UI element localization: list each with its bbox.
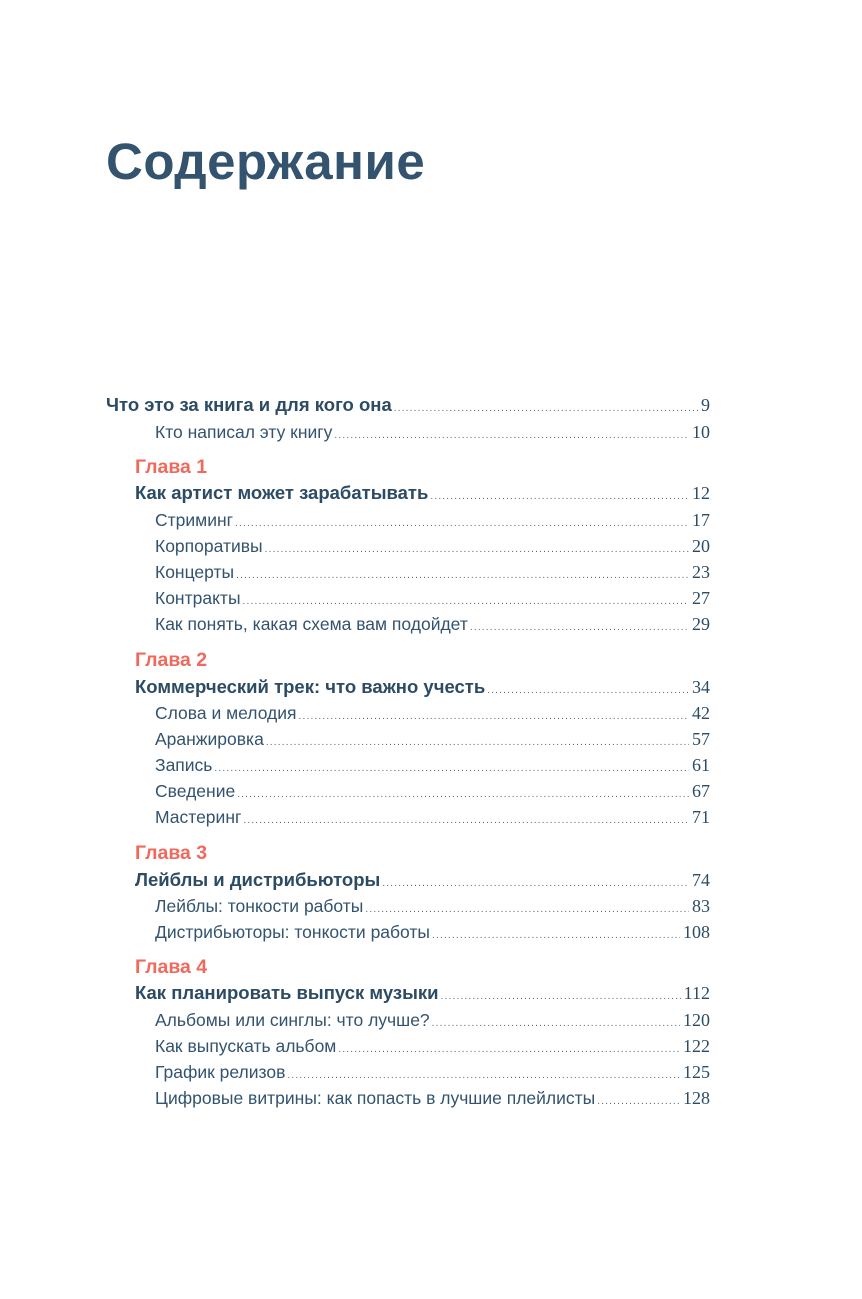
- toc-subentry-label: Мастеринг: [155, 807, 242, 827]
- toc-chapter-title-label: Как артист может зарабатывать: [135, 482, 429, 503]
- toc-page-number: 120: [683, 1010, 710, 1030]
- dot-leader: [243, 591, 689, 613]
- toc-subentry-label: Слова и мелодия: [155, 703, 297, 723]
- toc-page-number: 23: [692, 562, 710, 582]
- dot-leader: [382, 873, 689, 895]
- toc-page-number: 108: [683, 922, 710, 942]
- toc-page-number: 83: [692, 896, 710, 916]
- dot-leader: [287, 1065, 680, 1087]
- toc-subentry-label: Кто написал эту книгу: [155, 422, 333, 442]
- dot-leader: [243, 810, 689, 832]
- toc-subentry-label: Концерты: [155, 562, 235, 582]
- toc-chapter-title-label: Коммерческий трек: что важно учесть: [135, 676, 486, 697]
- dot-leader: [441, 986, 681, 1008]
- dot-leader: [365, 899, 689, 921]
- toc-subentry[interactable]: [155, 1087, 710, 1113]
- dot-leader: [470, 617, 689, 639]
- toc-page-number: 9: [701, 395, 710, 415]
- toc-subentry-label: Дистрибьюторы: тонкости работы: [155, 922, 431, 942]
- toc-entry-intro[interactable]: [106, 394, 710, 420]
- toc-subentry-label: Контракты: [155, 588, 241, 608]
- page-title: Содержание: [106, 133, 426, 190]
- toc-page-number: 27: [692, 588, 710, 608]
- toc-page-number: 12: [692, 483, 710, 503]
- toc-page-number: 10: [692, 422, 710, 442]
- toc-subentry[interactable]: [155, 1035, 710, 1061]
- toc-page-number: 17: [692, 510, 710, 530]
- dot-leader: [299, 706, 689, 728]
- toc-subentry[interactable]: [155, 613, 710, 639]
- toc-chapter-title-label: Как планировать выпуск музыки: [135, 982, 439, 1003]
- toc-page-number: 29: [692, 614, 710, 634]
- toc-subentry-label: Как выпускать альбом: [155, 1036, 337, 1056]
- toc-page-number: 34: [692, 677, 710, 697]
- toc-page-number: 61: [692, 755, 710, 775]
- dot-leader: [338, 1039, 680, 1061]
- toc-subentry[interactable]: [155, 754, 710, 780]
- toc-subentry[interactable]: [155, 535, 710, 561]
- toc-page-number: 20: [692, 536, 710, 556]
- dot-leader: [597, 1091, 680, 1113]
- toc-subentry-label: Альбомы или синглы: что лучше?: [155, 1010, 430, 1030]
- toc-subentry[interactable]: [155, 1061, 710, 1087]
- toc-page-number: 125: [683, 1062, 710, 1082]
- dot-leader: [237, 784, 689, 806]
- toc-subentry-label: График релизов: [155, 1062, 286, 1082]
- toc-chapter-title[interactable]: [135, 676, 710, 702]
- toc-subentry[interactable]: [155, 895, 710, 921]
- dot-leader: [266, 732, 689, 754]
- toc-subentry-label: Цифровые витрины: как попасть в лучшие плейлисты: [155, 1088, 596, 1108]
- toc-entry-label: Что это за книга и для кого она: [106, 394, 392, 415]
- toc-chapter-title-label: Лейблы и дистрибьюторы: [135, 869, 381, 890]
- dot-leader: [432, 1013, 680, 1035]
- toc-subentry[interactable]: [155, 780, 710, 806]
- toc-chapter-title[interactable]: [135, 482, 710, 508]
- toc-page-number: 71: [692, 807, 710, 827]
- chapter-label: Глава 2: [135, 649, 208, 671]
- dot-leader: [334, 425, 689, 447]
- toc-subentry-label: Корпоративы: [155, 536, 263, 556]
- toc-subentry-label: Лейблы: тонкости работы: [155, 896, 364, 916]
- toc-page-number: 57: [692, 729, 710, 749]
- dot-leader: [432, 925, 680, 947]
- toc-page-number: 67: [692, 781, 710, 801]
- chapter-label: Глава 3: [135, 842, 208, 864]
- toc-subentry[interactable]: [155, 561, 710, 587]
- toc-subentry[interactable]: [155, 806, 710, 832]
- dot-leader: [236, 565, 689, 587]
- toc-subentry[interactable]: [155, 702, 710, 728]
- chapter-label: Глава 1: [135, 456, 208, 478]
- dot-leader: [214, 758, 689, 780]
- chapter-label: Глава 4: [135, 956, 208, 978]
- dot-leader: [430, 486, 689, 508]
- toc-chapter-title[interactable]: [135, 982, 710, 1008]
- toc-subentry[interactable]: [155, 1009, 710, 1035]
- toc-chapter-title[interactable]: [135, 869, 710, 895]
- toc-subentry[interactable]: [155, 728, 710, 754]
- dot-leader: [265, 539, 689, 561]
- dot-leader: [235, 513, 689, 535]
- toc-subentry[interactable]: [155, 421, 710, 447]
- toc-subentry-label: Стриминг: [155, 510, 234, 530]
- toc-page-number: 128: [683, 1088, 710, 1108]
- toc-page-number: 112: [683, 983, 710, 1003]
- toc-subentry[interactable]: [155, 921, 710, 947]
- toc-subentry[interactable]: [155, 509, 710, 535]
- toc-page-number: 74: [692, 870, 710, 890]
- toc-page-number: 42: [692, 703, 710, 723]
- dot-leader: [394, 398, 698, 420]
- toc-subentry-label: Аранжировка: [155, 729, 264, 749]
- toc-page-number: 122: [683, 1036, 710, 1056]
- toc-subentry-label: Запись: [155, 755, 213, 775]
- toc-subentry-label: Сведение: [155, 781, 236, 801]
- toc-subentry[interactable]: [155, 587, 710, 613]
- toc-subentry-label: Как понять, какая схема вам подойдет: [155, 614, 468, 634]
- dot-leader: [487, 680, 689, 702]
